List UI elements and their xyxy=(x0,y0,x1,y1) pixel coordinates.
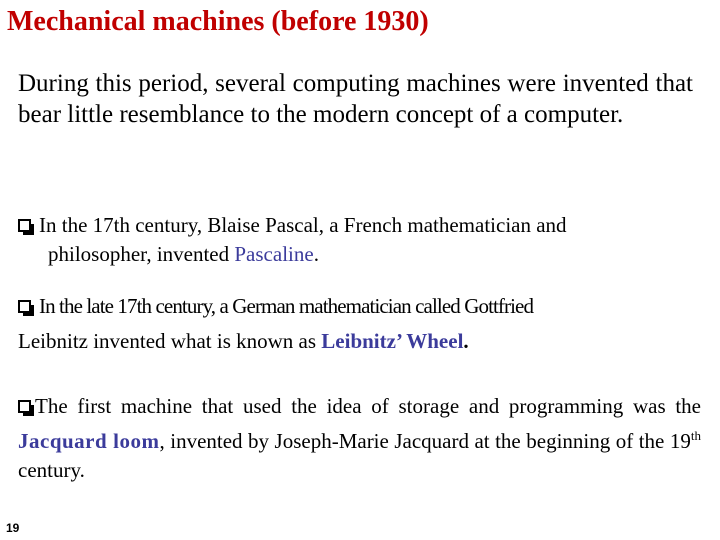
checkbox-bullet-icon xyxy=(18,219,31,232)
highlight-term: Leibnitz’ Wheel xyxy=(321,329,464,353)
highlight-term: Jacquard loom xyxy=(18,429,160,453)
bullet-punct: . xyxy=(313,242,319,266)
page-number: 19 xyxy=(6,521,20,535)
slide-title: Mechanical machines (before 1930) xyxy=(7,6,429,37)
intro-paragraph: During this period, several computing machines were invented that bear little resemblance to the modern concept of a computer. xyxy=(18,70,693,128)
bullet-text: In the 17th century, Blaise Pascal, a French mathematician and xyxy=(39,213,567,237)
highlight-term: Pascaline xyxy=(234,242,314,266)
bullet-text: The first machine that used the idea of storage and programming was the xyxy=(35,394,701,418)
bullet-text: , invented by Joseph-Marie Jacquard at the beginning of the 19 xyxy=(159,429,691,453)
superscript: th xyxy=(690,428,701,443)
bullet-pascaline xyxy=(18,211,701,269)
bullet-jacquard xyxy=(18,392,701,485)
bullet-leibnitz xyxy=(18,292,701,356)
bullet-punct: . xyxy=(463,329,469,353)
bullet-text: Leibnitz invented what is known as xyxy=(18,329,322,353)
bullet-text: In the late 17th century, a German mathematician called Gottfried xyxy=(39,294,534,318)
checkbox-bullet-icon xyxy=(18,300,31,313)
checkbox-bullet-icon xyxy=(18,400,31,413)
bullet-text: philosopher, invented xyxy=(48,242,235,266)
bullet-text: century. xyxy=(18,458,85,482)
